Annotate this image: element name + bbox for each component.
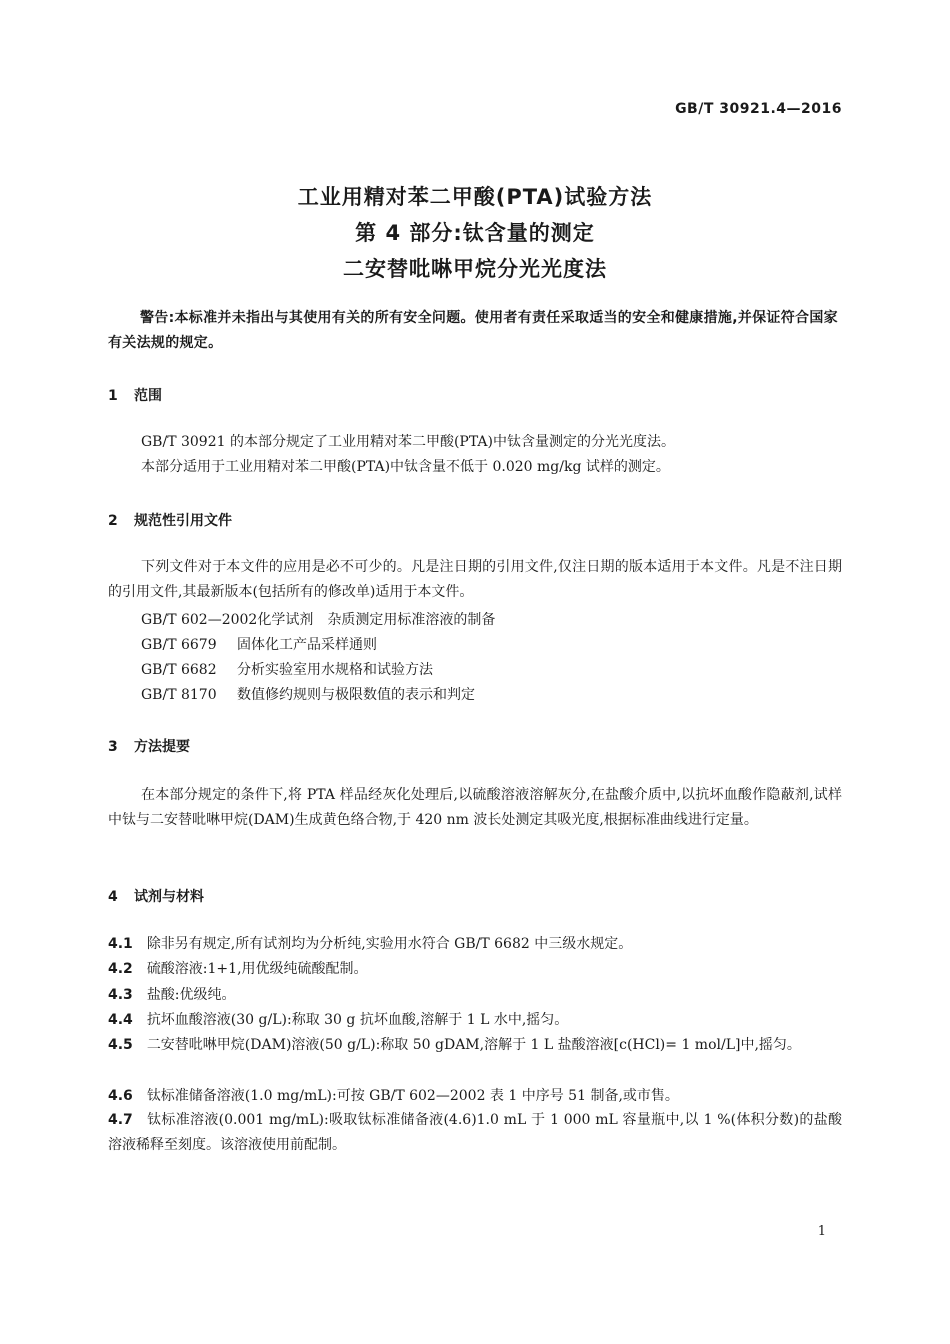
item-text: 硫酸溶液:1+1,用优级纯硫酸配制。 [146, 961, 368, 977]
item-number: 4.6 [108, 1088, 133, 1104]
reference-title: 数值修约规则与极限数值的表示和判定 [237, 687, 475, 703]
document-title-line-3: 二安替吡啉甲烷分光光度法 [343, 257, 607, 281]
reference-line [141, 609, 495, 629]
section-1-heading [108, 385, 162, 405]
reference-code: GB/T 6682 [141, 662, 217, 678]
reagent-item [108, 932, 842, 957]
reference-code: GB/T 8170 [141, 687, 217, 703]
reagent-item [108, 1008, 842, 1033]
reference-title: 分析实验室用水规格和试验方法 [237, 662, 433, 678]
method-principle-paragraph: 在本部分规定的条件下,将 PTA 样品经灰化处理后,以硫酸溶液溶解灰分,在盐酸介质中,以抗坏血酸作隐蔽剂,试样中钛与二安替吡啉甲烷(DAM)生成黄色络合物,于 420 nm 波长处测定其吸光度,根据标准曲线进行定量。 [108, 787, 842, 828]
item-text: 抗坏血酸溶液(30 g/L):称取 30 g 抗坏血酸,溶解于 1 L 水中,摇匀。 [146, 1012, 569, 1028]
reagent-item [108, 983, 842, 1008]
section-3-heading [108, 736, 190, 756]
section-4-heading [108, 886, 204, 906]
section-title: 方法提要 [134, 739, 190, 755]
standard-number: GB/T 30921.4—2016 [675, 101, 842, 117]
reagent-item [108, 1084, 842, 1109]
item-number: 4.1 [108, 936, 133, 952]
item-text: 盐酸:优级纯。 [146, 987, 236, 1003]
section-number: 2 [108, 513, 118, 529]
normative-references-intro: 下列文件对于本文件的应用是必不可少的。凡是注日期的引用文件,仅注日期的版本适用于本文件。凡是不注日期的引用文件,其最新版本(包括所有的修改单)适用于本文件。 [108, 559, 842, 600]
section-title: 规范性引用文件 [134, 513, 232, 529]
document-title-line-2: 第 4 部分:钛含量的测定 [355, 221, 595, 245]
reference-code: GB/T 6679 [141, 637, 217, 653]
reference-title: 固体化工产品采样通则 [237, 637, 377, 653]
section-title: 范围 [134, 388, 162, 404]
reference-line [141, 634, 377, 654]
item-number: 4.7 [108, 1112, 133, 1128]
item-number: 4.5 [108, 1037, 133, 1053]
reagent-item [108, 957, 842, 982]
section-2-heading [108, 510, 232, 530]
item-number: 4.3 [108, 987, 133, 1003]
warning-paragraph: 警告:本标准并未指出与其使用有关的所有安全问题。使用者有责任采取适当的安全和健康措施,并保证符合国家有关法规的规定。 [108, 310, 838, 351]
scope-paragraph-1: GB/T 30921 的本部分规定了工业用精对苯二甲酸(PTA)中钛含量测定的分光光度法。 [141, 434, 675, 450]
item-text: 除非另有规定,所有试剂均为分析纯,实验用水符合 GB/T 6682 中三级水规定。 [146, 936, 633, 952]
section-title: 试剂与材料 [134, 889, 204, 905]
section-number: 3 [108, 739, 118, 755]
item-text: 钛标准溶液(0.001 mg/mL):吸取钛标准储备液(4.6)1.0 mL 于 1 000 mL 容量瓶中,以 1 %(体积分数)的盐酸溶液稀释至刻度。该溶液使用前配制。 [108, 1112, 842, 1153]
section-number: 1 [108, 388, 118, 404]
section-number: 4 [108, 889, 118, 905]
item-number: 4.4 [108, 1012, 133, 1028]
document-title-line-1: 工业用精对苯二甲酸(PTA)试验方法 [297, 185, 653, 209]
reagent-item [108, 1033, 842, 1058]
item-text: 二安替吡啉甲烷(DAM)溶液(50 g/L):称取 50 gDAM,溶解于 1 L 盐酸溶液[c(HCl)= 1 mol/L]中,摇匀。 [146, 1037, 801, 1053]
item-number: 4.2 [108, 961, 133, 977]
item-text: 钛标准储备溶液(1.0 mg/mL):可按 GB/T 602—2002 表 1 中序号 51 制备,或市售。 [146, 1088, 679, 1104]
reference-line [141, 659, 433, 679]
reference-title: 化学试剂 杂质测定用标准溶液的制备 [257, 612, 496, 628]
page-number: 1 [817, 1224, 826, 1239]
reagent-item [108, 1108, 842, 1158]
reference-line [141, 684, 475, 704]
reference-code: GB/T 602—2002 [141, 612, 258, 628]
scope-paragraph-2: 本部分适用于工业用精对苯二甲酸(PTA)中钛含量不低于 0.020 mg/kg 试样的测定。 [141, 459, 670, 475]
